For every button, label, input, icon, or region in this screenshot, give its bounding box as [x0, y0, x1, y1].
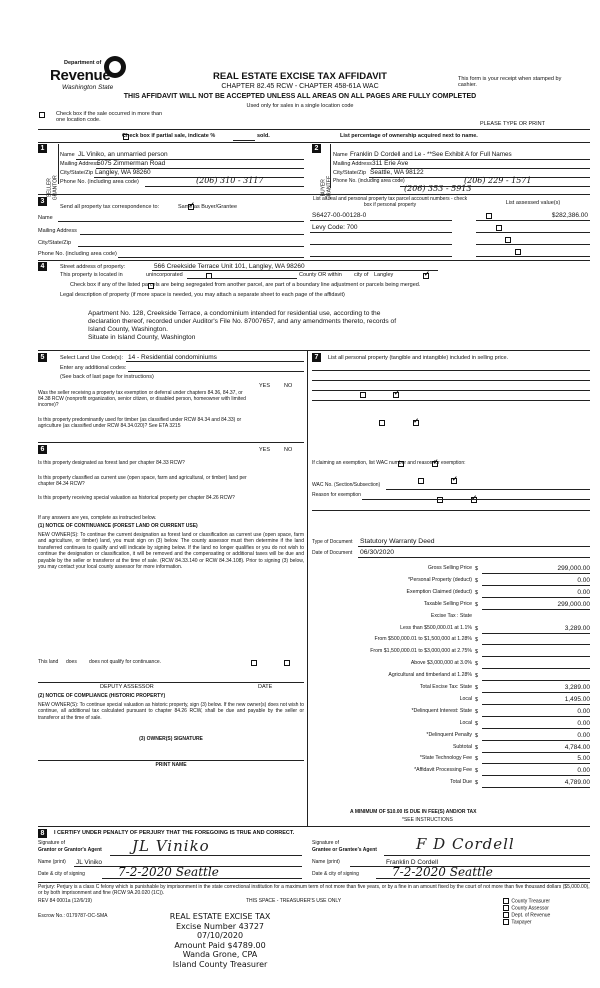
treasurer-space: THIS SPACE - TREASURER'S USE ONLY [246, 898, 342, 904]
tax-row [312, 648, 590, 657]
sec5-q1-no[interactable] [393, 392, 399, 398]
form-title: REAL ESTATE EXCISE TAX AFFIDAVIT [212, 71, 387, 82]
land-qualify-label: This land [38, 659, 59, 665]
single-use-note: Used only for sales in a single location code [246, 103, 354, 109]
dollar-sign: $ [475, 625, 479, 632]
dollar-sign: $ [475, 601, 479, 608]
land-use-code: 14 - Residential condominiums [128, 354, 217, 361]
levy-code: Levy Code: 700 [312, 224, 358, 231]
legal-line: Situate in Island County, Washington [88, 334, 196, 341]
multi-location-checkbox[interactable] [39, 112, 45, 118]
tax-row-value: 3,289.00 [564, 624, 590, 632]
dollar-sign: $ [475, 589, 479, 596]
legal-description [88, 310, 396, 342]
dollar-sign: $ [475, 661, 479, 668]
buyer-name-label: Name [333, 152, 348, 158]
tax-row-value: 4,789.00 [564, 779, 590, 787]
dor-logo [50, 56, 130, 96]
dollar-sign: $ [475, 708, 479, 715]
dist-item [502, 919, 550, 926]
sec5-no-header: NO [284, 383, 293, 389]
dist-label: Taxpayer [511, 919, 532, 926]
corr-name-label: Name [38, 215, 53, 221]
grantor-name-print: JL Viniko [76, 859, 103, 866]
located-label: This property is located in [60, 272, 123, 278]
sec6-q3-yes[interactable] [437, 497, 443, 503]
section-3-badge: 3 [38, 197, 47, 206]
print-name-label: PRINT NAME [155, 762, 187, 768]
seller-mailing-label: Mailing Address [60, 161, 99, 167]
dollar-sign: $ [475, 673, 479, 680]
buyer-mailing: 311 Erie Ave [372, 160, 409, 167]
dollar-sign: $ [475, 566, 479, 572]
doc-date-label: Date of Document [312, 550, 353, 556]
minimum-due: A MINIMUM OF $10.00 IS DUE IN FEE(S) AND/OR TAX [350, 809, 477, 815]
dollar-sign: $ [475, 696, 479, 703]
tax-row-underline [482, 692, 590, 693]
tax-row-label: *Delinquent Penalty [426, 731, 472, 738]
additional-codes-label: Enter any additional codes: [60, 365, 127, 371]
doc-date: 06/30/2020 [360, 549, 395, 556]
tax-row-label: Exemption Claimed (deduct) [406, 588, 472, 595]
stamp-line: Amount Paid $4789.00 [174, 940, 266, 950]
sec6-no-header: NO [284, 447, 293, 453]
buyer-phone-label: Phone No. (including area code) [333, 178, 405, 184]
county-or-within: County OR within [299, 272, 342, 278]
sec5-yes-header: YES [259, 383, 271, 389]
grantor-name-print-label: Name (print) [38, 859, 66, 865]
tax-row-value: 0.00 [577, 767, 590, 775]
exemption-label: If claiming an exemption, list WAC number and reason for exemption: [312, 460, 466, 466]
tax-row-value: 0.00 [577, 719, 590, 727]
does-not-label: does not qualify for continuance. [89, 659, 161, 665]
tax-row [312, 672, 590, 681]
grantee-date-city: 7-2-2020 Seattle [392, 865, 493, 879]
tax-row-label: *Affidavit Processing Fee [414, 767, 472, 774]
sec6-q1: Is this property designated as forest land per chapter 84.33 RCW? [38, 460, 185, 466]
ownership-pct-label: List percentage of ownership acquired next to name. [340, 133, 478, 139]
sig-grantor-label-1: Signature of [38, 840, 65, 846]
sec6-q2-yes[interactable] [418, 478, 424, 484]
city-of-label: city of [354, 272, 369, 278]
section-2-badge: 2 [312, 144, 321, 153]
tax-row-label: Above $3,000,000 at 3.0% [410, 660, 472, 667]
tax-row [312, 601, 590, 610]
dollar-sign: $ [475, 744, 479, 751]
grantee-name-print-label: Name (print) [312, 859, 340, 865]
legal-line: Island County, Washington. [88, 326, 168, 333]
tax-row-underline [482, 680, 590, 681]
tax-row-label: *State Technology Fee [419, 755, 472, 762]
tax-row-label: Agricultural and timberland at 1.28% [388, 672, 472, 679]
legal-line: declaration thereof, recorded under Auditor's File No. 87007657, and any amendments thereto, records of [88, 318, 397, 325]
parcel-header: List all real and personal property tax parcel account numbers - check box if personal property [312, 196, 468, 208]
tax-row-label: Subtotal [452, 743, 472, 750]
see-back-note: (See back of last page for instructions) [60, 374, 154, 380]
tax-row [312, 660, 590, 669]
parcel-number: S6427-00-00128-0 [312, 212, 367, 219]
city-of-value: Langley [374, 272, 394, 278]
buyer-city: Seattle, WA 98122 [370, 169, 424, 176]
partial-sale-sold: sold. [257, 133, 270, 139]
tax-row-label: Total Due [450, 779, 472, 786]
parcel-3-personal-checkbox[interactable] [505, 237, 511, 243]
notice2-title: (2) NOTICE OF COMPLIANCE (HISTORIC PROPERTY) [38, 693, 166, 699]
street-label: Street address of property: [60, 264, 126, 270]
section-6-badge: 6 [38, 445, 47, 454]
does-not-checkbox[interactable] [284, 660, 290, 666]
dist-label: County Assessor [511, 905, 549, 912]
parcel-4-personal-checkbox[interactable] [515, 249, 521, 255]
buyer-side-label: BUYER GRANTEE [320, 175, 332, 200]
tax-row-label: *Personal Property (deduct) [407, 576, 472, 583]
distribution-list [502, 898, 550, 927]
sec6-if-yes: If any answers are yes, complete as instructed below. [38, 515, 157, 521]
corr-mailing-label: Mailing Address [38, 228, 77, 234]
stamp-line: 07/10/2020 [196, 931, 244, 941]
tax-row-underline [482, 728, 590, 729]
send-correspondence-label: Send all property tax correspondence to: [60, 204, 160, 210]
dist-checkbox[interactable] [503, 912, 509, 918]
seller-phone: (206) 310 - 3117 [196, 176, 264, 185]
sec5-q1: Was the seller receiving a property tax exemption or deferral under chapters 84.36, 84.37, or 84.38 RCW (nonprofit organization, senior citizen, or disabled person, homeowner with limited income)? [38, 390, 246, 408]
dollar-sign: $ [475, 649, 479, 656]
dor-line1: Department of [64, 60, 102, 66]
section-5-badge: 5 [38, 353, 47, 362]
tax-row [312, 732, 590, 741]
land-use-label: Select Land Use Code(s): [60, 355, 123, 361]
stamp-line: Island County Treasurer [172, 959, 268, 969]
sec6-yes-header: YES [259, 447, 271, 453]
tax-row-label: Local [459, 695, 472, 702]
deputy-date-label: DATE [258, 684, 273, 690]
tax-row-underline [482, 668, 590, 669]
tax-row-underline [482, 740, 590, 741]
sec6-q3-no[interactable] [471, 497, 477, 503]
see-instructions: *SEE INSTRUCTIONS [402, 817, 453, 823]
tax-row-underline [482, 644, 590, 645]
seller-side-label: SELLER GRANTOR [46, 175, 58, 201]
dor-line3: Washington State [62, 84, 114, 91]
grantee-name-print: Franklin D Cordell [386, 859, 439, 866]
seller-name-label: Name [60, 152, 75, 158]
tax-row [312, 565, 590, 574]
sec6-q3: Is this property receiving special valuation as historical property per chapter 84.26 RCW? [38, 495, 235, 501]
tax-row [312, 577, 590, 586]
tax-row [312, 767, 590, 776]
legal-description-label: Legal description of property (if more space is needed, you may attach a separate sheet to each page of the affidavit) [60, 292, 345, 298]
personal-property-label: List all personal property (tangible and intangible) included in selling price. [328, 355, 509, 361]
tax-row-underline [482, 763, 590, 764]
deputy-assessor-label: DEPUTY ASSESSOR [100, 684, 154, 690]
tax-row-label: From $1,500,000.01 to $3,000,000 at 2.75% [370, 648, 472, 655]
partial-sale-label: Check box if partial sale, indicate % [122, 133, 216, 139]
sig-grantee-label-1: Signature of [312, 840, 339, 846]
rev-number: REV 84 0001a (12/6/19) [38, 898, 92, 904]
corr-city-label: City/State/Zip [38, 240, 72, 246]
dist-item [502, 912, 550, 919]
stamp-line: REAL ESTATE EXCISE TAX [169, 912, 271, 921]
tax-row-value: 4,784.00 [564, 743, 590, 751]
dist-checkbox[interactable] [503, 919, 509, 925]
reason-label: Reason for exemption [312, 492, 361, 498]
sec6-q2-no[interactable] [451, 478, 457, 484]
tax-row [312, 684, 590, 693]
tax-row-label: Gross Selling Price [427, 565, 472, 571]
tax-row-label: *Delinquent Interest: State [411, 707, 472, 714]
section-1-badge: 1 [38, 144, 47, 153]
tax-row-underline [482, 585, 590, 586]
dist-item [502, 905, 550, 912]
multi-location-label: Check box if the sale occurred in more than one location code. [56, 111, 163, 124]
dist-checkbox[interactable] [503, 905, 509, 911]
tax-row [312, 755, 590, 764]
seller-city-label: City/State/Zip [60, 170, 94, 176]
tax-row [312, 720, 590, 729]
unincorporated-label: unincorporated [146, 272, 183, 278]
tax-row-underline [482, 704, 590, 705]
tax-row-underline [482, 656, 590, 657]
assessed-value: $282,386.00 [551, 212, 588, 219]
tax-row-value: 0.00 [577, 576, 590, 584]
tax-row-label: Local [459, 719, 472, 726]
parcel-2-personal-checkbox[interactable] [496, 225, 502, 231]
buyer-phone-2: (206) 353 - 5913 [404, 184, 472, 193]
legal-line: Apartment No. 128, Creekside Terrace, a condominium intended for residential use, according to the [88, 310, 381, 317]
doc-type-label: Type of Document [312, 539, 353, 545]
tax-row [312, 779, 590, 788]
section-7-badge: 7 [312, 353, 321, 362]
sec5-q2: Is this property predominantly used for timber (as classified under RCW 84.34 and 84.33) or agriculture (as classified under RCW 84.34.020)? See ETA 3215 [38, 417, 242, 429]
tax-row [312, 744, 590, 753]
dist-item [502, 898, 550, 905]
dollar-sign: $ [475, 768, 479, 775]
grantor-date-city: 7-2-2020 Seattle [118, 865, 219, 879]
tax-row-underline [482, 775, 590, 776]
tax-row [312, 636, 590, 645]
sig-grantor-label-2: Grantor or Grantor's Agent [38, 847, 102, 853]
wac-label: WAC No. (Section/Subsection) [312, 482, 381, 488]
perjury-statement: Perjury: Perjury is a class C felony which is punishable by imprisonment in the state correctional institution for a maximum term of not more than five years, or by a fine in an amount fixed by the court of not more than five thousand dollars ($5,000.00), or by both imprisonment and fine (RCW 9A.20.020 (1C)). [38, 884, 590, 897]
sec5-q2-yes[interactable] [379, 420, 385, 426]
tax-row-value: 299,000.00 [557, 565, 590, 572]
notice1-text: NEW OWNER(S): To continue the current designation as forest land or classification as current use (open space, farm and agriculture, or timber) land, you must sign on (3) below. The county assessor must then determine if the land transferred continues to qualify and will indicate by signing below. If the land no longer qualifies or you do not wish to continue the designation or classification, it will be removed and the compensating or additional taxes will be due and payable by the seller or transferor at the time of sale. (RCW 84.33.140 or RCW 84.34.108). Prior to signing (3) below, you may contact your local county assessor for more information. [38, 532, 304, 571]
seller-mailing: 5075 Zimmerman Road [97, 160, 166, 167]
dollar-sign: $ [475, 732, 479, 739]
tax-row-underline [482, 716, 590, 717]
tax-row-underline [482, 573, 590, 574]
seller-name: JL Viniko, an unmarried person [78, 151, 168, 158]
section-8-badge: 8 [38, 829, 47, 838]
tax-row-label: Taxable Selling Price [423, 600, 472, 607]
dollar-sign: $ [475, 720, 479, 727]
grantor-date-label: Date & city of signing [38, 871, 85, 877]
tax-row-label: Total Excise Tax: State [419, 684, 472, 690]
sec6-q2: Is this property classified as current use (open space, farm and agricultural, or timber) land per chapter 84.34 RCW? [38, 475, 247, 487]
tax-row-label: From $500,000.01 to $1,500,000 at 1.28% [374, 636, 472, 643]
dollar-sign: $ [475, 637, 479, 644]
buyer-city-label: City/State/Zip [333, 170, 367, 176]
sec5-q2-no[interactable] [413, 420, 419, 426]
tax-row-underline [482, 787, 590, 788]
stamp-line: Wanda Grone, CPA [182, 950, 258, 960]
type-or-print: PLEASE TYPE OR PRINT [480, 121, 546, 127]
tax-row-value: 1,495.00 [564, 695, 590, 703]
dor-line2: Revenue [50, 67, 111, 84]
dollar-sign: $ [475, 685, 479, 691]
buyer-phone-1: (206) 229 - 1571 [464, 176, 532, 185]
does-checkbox[interactable] [251, 660, 257, 666]
buyer-name: Franklin D Cordell and Le - **See Exhibit A for Full Names [350, 151, 512, 158]
tax-row-value: 299,000.00 [557, 600, 590, 608]
assessed-header: List assessed value(s) [505, 200, 561, 206]
tax-row-underline [482, 597, 590, 598]
city-of-checkbox[interactable] [423, 273, 429, 279]
tax-row-underline [482, 752, 590, 753]
tax-row-underline [482, 609, 590, 610]
doc-type: Statutory Warranty Deed [360, 538, 435, 545]
tax-row [312, 613, 590, 622]
treasurer-stamp [160, 912, 280, 970]
section-4-badge: 4 [38, 262, 47, 271]
dist-checkbox[interactable] [503, 898, 509, 904]
grantee-signature: F D Cordell [416, 835, 515, 853]
tax-row-value: 3,289.00 [564, 684, 590, 691]
segregated-label: Check box if any of the listed parcels are being segregated from another parcel, are part of a boundary line adjustment or parcels being merged. [70, 282, 421, 288]
tax-row [312, 696, 590, 705]
buyer-mailing-label: Mailing Address [333, 161, 372, 167]
form-chapter: CHAPTER 82.45 RCW - CHAPTER 458-61A WAC [221, 83, 379, 90]
form-warning: THIS AFFIDAVIT WILL NOT BE ACCEPTED UNLESS ALL AREAS ON ALL PAGES ARE FULLY COMPLETED [123, 93, 477, 100]
sec5-q1-yes[interactable] [360, 392, 366, 398]
tax-row-value: 0.00 [577, 731, 590, 739]
tax-row-label: Excise Tax : State [430, 612, 472, 619]
tax-row-value: 5.00 [577, 755, 590, 763]
escrow-number: Escrow No.: 0179787-OC-SMA [38, 913, 108, 919]
dist-label: Dept. of Revenue [511, 912, 551, 919]
sig-grantee-label-2: Grantee or Grantee's Agent [312, 847, 377, 853]
grantee-date-label: Date & city of signing [312, 871, 359, 877]
notice1-title: (1) NOTICE OF CONTINUANCE (FOREST LAND OR CURRENT USE) [38, 523, 198, 529]
receipt-note: This form is your receipt when stamped by cashier. [458, 76, 562, 89]
tax-row [312, 708, 590, 717]
dollar-sign: $ [475, 577, 479, 584]
does-label: does [66, 659, 77, 665]
dollar-sign: $ [475, 780, 479, 787]
tax-row-label: Less than $500,000.01 at 1.1% [400, 624, 472, 631]
dollar-sign: $ [475, 756, 479, 763]
street-address: 566 Creekside Terrace Unit 101, Langley, WA 98260 [154, 263, 305, 270]
seller-city: Langley, WA 98260 [95, 169, 151, 176]
certify-statement: I CERTIFY UNDER PENALTY OF PERJURY THAT THE FOREGOING IS TRUE AND CORRECT. [54, 830, 295, 836]
owner-signature-label: (3) OWNER(S) SIGNATURE [139, 736, 203, 742]
grantor-signature: JL Viniko [132, 837, 210, 855]
tax-row-underline [482, 633, 590, 634]
dist-label: County Treasurer [511, 898, 551, 905]
tax-row-value: 0.00 [577, 588, 590, 596]
seller-phone-label: Phone No. (including area code) [60, 179, 139, 185]
tax-row [312, 625, 590, 634]
tax-row-value: 0.00 [577, 707, 590, 715]
corr-phone-label: Phone No. (including area code) [38, 251, 117, 257]
same-as-buyer-label: Same as Buyer/Grantee [178, 204, 238, 210]
stamp-line: Excise Number 43727 [175, 921, 265, 931]
tax-row [312, 589, 590, 598]
notice2-text: NEW OWNER(S): To continue special valuation as historic property, sign (3) below. If the new owner(s) does not wish to continue, all additional tax calculated pursuant to chapter 84.26 RCW, shall be due and payable by the seller or transferor at the time of sale. [38, 702, 304, 721]
